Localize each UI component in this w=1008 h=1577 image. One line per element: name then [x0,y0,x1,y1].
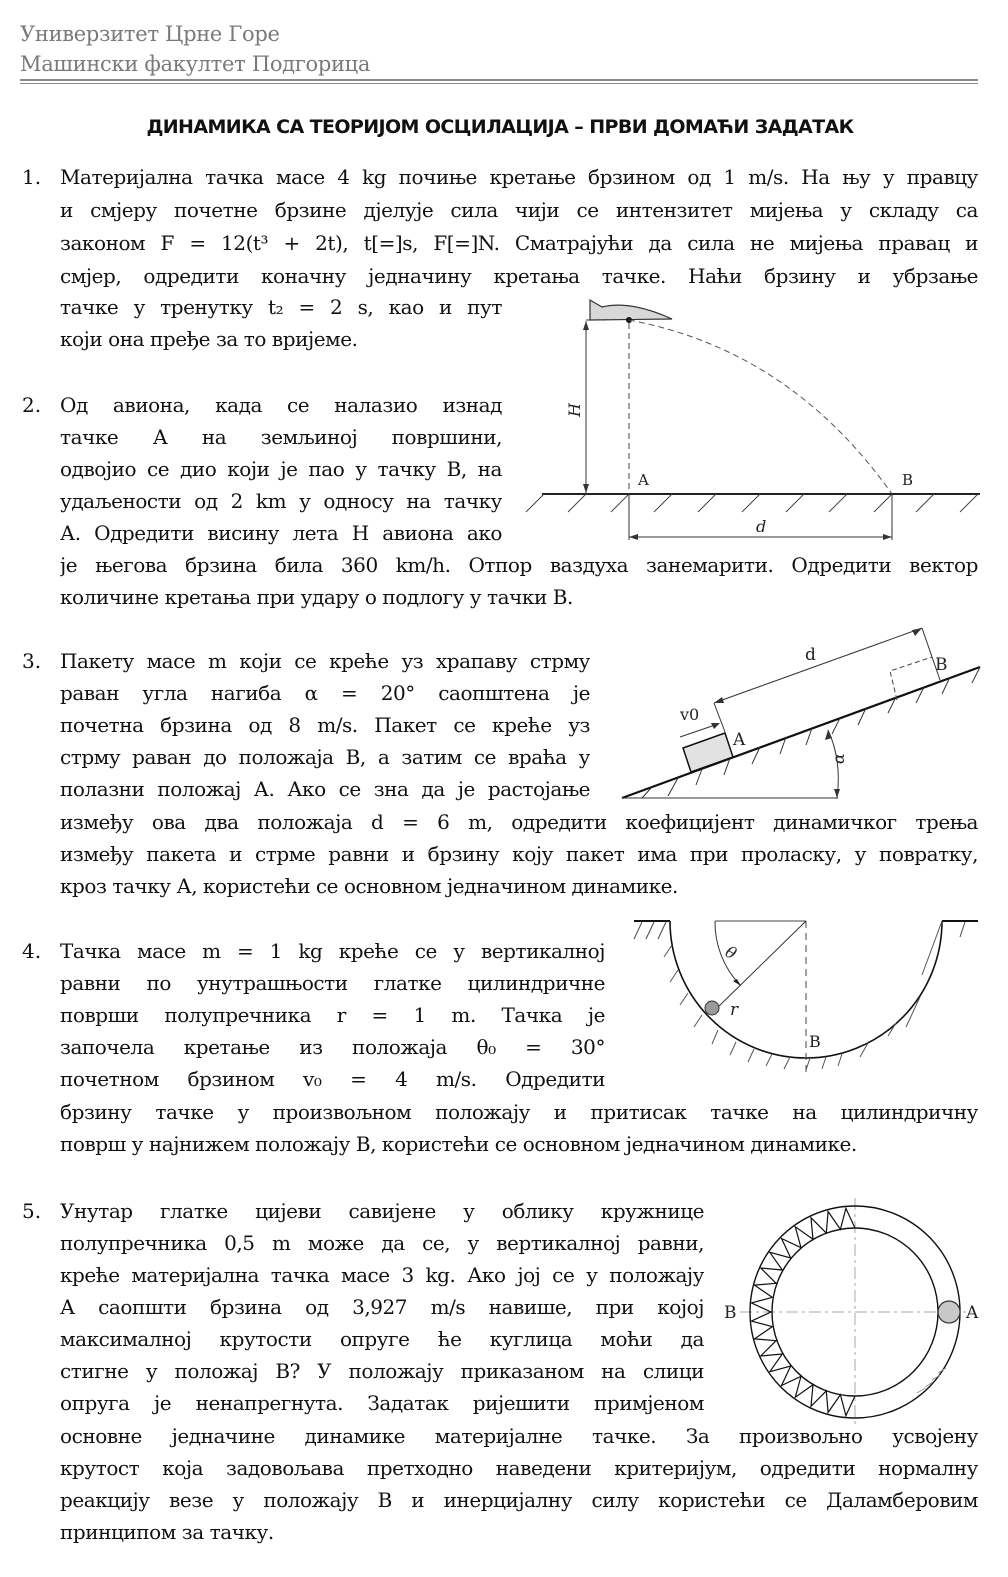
problem-line: стрму раван до положаја B, а затим се враћа у [60,745,590,769]
point-b-label: B [902,471,914,489]
ball [938,1301,960,1323]
faculty-name: Машински факултет Подгорица [20,52,371,76]
distance-label: d [756,517,767,536]
problem-line: тачке А на земљиној површини, [60,425,502,449]
figure-incline [600,620,990,810]
figure-plane-drop [520,290,990,550]
problem-line: Пакету масе m који се креће уз храпаву стрму [60,649,590,673]
problem-line: удаљености од 2 km у односу на тачку [60,489,502,513]
problem-line: количине кретања при удару о подлогу у тачки B. [60,585,573,609]
point-a-label: A [733,730,746,750]
problem-line: је његова брзина била 360 km/h. Отпор ваздуха занемарити. Одредити вектор [60,553,978,577]
problem-line: површ у најнижем положају B, користећи се основном једначином динамике. [60,1132,857,1156]
problem-line: и смјеру почетне брзине дјелује сила чији се интензитет мијења у складу са [60,198,978,222]
problem-line: опруга је ненапрегнута. Задатак ријешити примјеном [60,1391,704,1415]
problem-number: 2. [22,393,42,417]
problem-line: тачке у тренутку t₂ = 2 s, као и пут [60,295,502,319]
figure-tube-ring [710,1190,1000,1430]
plane-icon [590,300,672,320]
problem-line: раван угла нагиба α = 20° саопштена је [60,681,590,705]
problem-line: између пакета и стрме равни и брзину коју пакет има при проласку, у повратку, [60,842,978,866]
problem-number: 3. [22,649,42,673]
problem-line: започела кретање из положаја θ₀ = 30° [60,1035,605,1059]
velocity-label: v0 [680,705,700,724]
point-b-label: B [809,1032,821,1051]
point-b-label: B [935,655,948,675]
problem-line: кроз тачку А, користећи се основном једначином динамике. [60,874,678,898]
header-rule-thin [20,83,978,84]
problem-line: крутост која задовољава претходно наведени критеријум, одредити нормалну [60,1456,978,1480]
page-title: ДИНАМИКА СА ТЕОРИЈОМ ОСЦИЛАЦИЈА – ПРВИ ДОМАЋИ ЗАДАТАК [146,116,854,138]
angle-label: α [829,753,848,764]
problem-line: законом F = 12(t³ + 2t), t[=]s, F[=]N. Сматрајући да сила не мијења правац и [60,231,978,255]
problem-line: почетна брзина од 8 m/s. Пакет се креће уз [60,713,590,737]
height-label: H [565,403,584,417]
university-name: Универзитет Црне Горе [20,22,280,46]
problem-line: максималној крутости опруге ће куглица моћи да [60,1327,704,1351]
figure-cylinder [620,905,990,1075]
problem-line: А. Одредити висину лета H авиона ако [60,521,502,545]
point-a-label: A [966,1303,979,1323]
problem-line: површи полупречника r = 1 m. Тачка је [60,1003,605,1027]
point-mass [705,1001,719,1015]
problem-number: 5. [22,1199,42,1223]
problem-line: равни по унутрашњости глатке цилиндричне [60,971,605,995]
problem-line: стигне у положај B? У положају приказаном на слици [60,1359,704,1383]
problem-line: полазни положај А. Ако се зна да је растојање [60,777,590,801]
problem-line: одвојио се дио који је пао у тачку B, на [60,457,502,481]
problem-line: Унутар глатке цијеви савијене у облику кружнице [60,1199,704,1223]
problem-line: Од авиона, када се налазио изнад [60,393,502,417]
problem-line: који она пређе за то вријеме. [60,327,358,351]
problem-line: полупречника 0,5 m може да се, у вертикалној равни, [60,1231,704,1255]
problem-line: креће материјална тачка масе 3 kg. Ако јој се у положају [60,1263,704,1287]
point-a-label: A [638,471,649,489]
problem-line: А саопшти брзина од 3,927 m/s навише, при којој [60,1295,704,1319]
problem-line: реакцију везе у положају B и инерцијалну силу користећи се Даламберовим [60,1488,978,1512]
problem-line: принципом за тачку. [60,1520,274,1544]
problem-line: почетном брзином v₀ = 4 m/s. Одредити [60,1067,605,1091]
problem-line: брзину тачке у произвољном положају и притисак тачке на цилиндричну [60,1100,978,1124]
problem-line: Материјална тачка масе 4 kg почиње кретање брзином од 1 m/s. На њу у правцу [60,165,978,189]
problem-line: основне једначине динамике материјалне тачке. За произвољно усвојену [60,1424,978,1448]
problem-line: смјер, одредити коначну једначину кретања тачке. Наћи брзину и убрзање [60,264,978,288]
header-rule [20,79,978,81]
distance-label: d [805,645,816,665]
problem-line: између ова два положаја d = 6 m, одредити коефицијент динамичког трења [60,810,978,834]
problem-line: Тачка масе m = 1 kg креће се у вертикалној [60,939,605,963]
problem-number: 1. [22,165,42,189]
problem-number: 4. [22,939,42,963]
angle-label: θ [722,942,740,964]
point-b-label: B [724,1303,737,1323]
radius-label: r [730,1000,739,1020]
